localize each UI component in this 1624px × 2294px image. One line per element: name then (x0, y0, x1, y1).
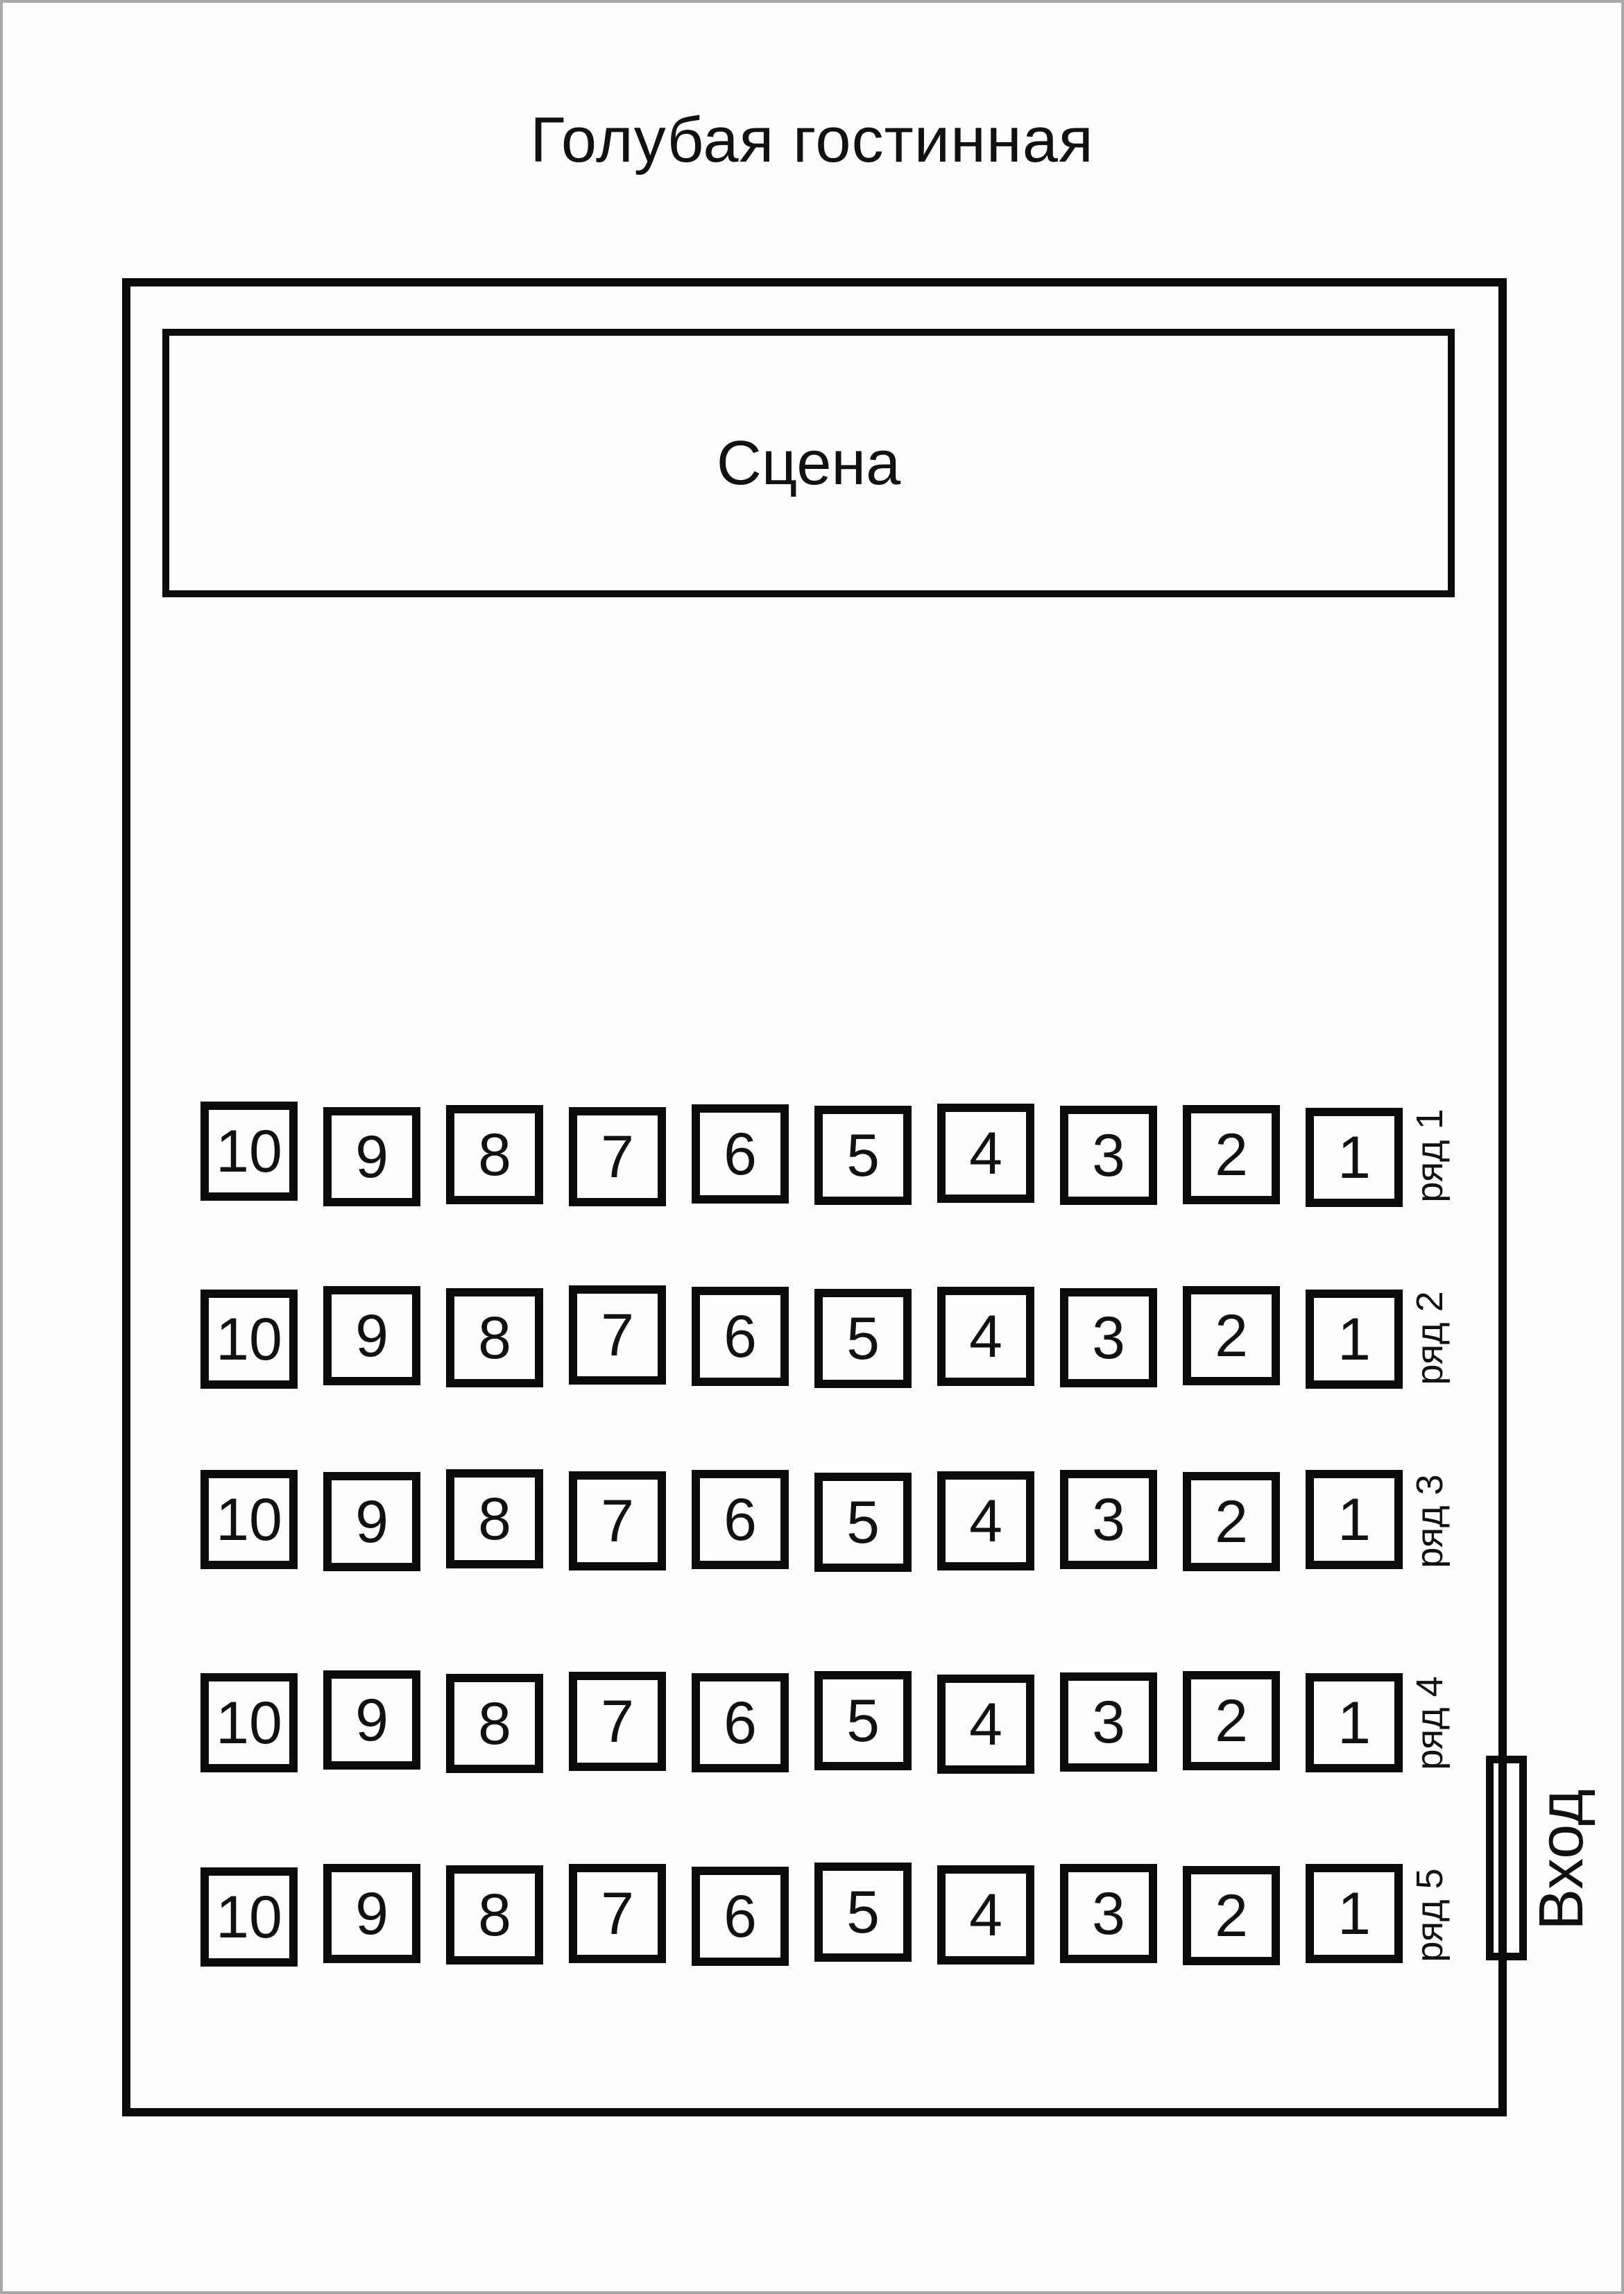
seat-row5-num10: 10 (200, 1867, 298, 1967)
seat-row4-num4: 4 (937, 1675, 1034, 1774)
seat-row-1 (200, 1106, 1519, 1205)
seat-row-5 (200, 1865, 1519, 1965)
seat-row1-num4: 4 (937, 1104, 1034, 1203)
seat-row1-num3: 3 (1060, 1106, 1157, 1205)
seat-row-3 (200, 1471, 1519, 1570)
stage-label: Сцена (716, 428, 901, 498)
seat-row4-num10: 10 (200, 1673, 298, 1772)
seat-row2-num2: 2 (1183, 1286, 1280, 1385)
seat-row5-num7: 7 (569, 1864, 666, 1963)
stage-box (162, 329, 1455, 597)
row-label-4: ряд 4 (1409, 1675, 1451, 1770)
seat-row2-num10: 10 (200, 1290, 298, 1389)
row-label-5: ряд 5 (1409, 1867, 1451, 1962)
seat-row4-num3: 3 (1060, 1672, 1157, 1772)
seat-row3-num8: 8 (446, 1469, 543, 1568)
seat-row2-num6: 6 (692, 1287, 789, 1386)
row-label-2: ряд 2 (1409, 1290, 1451, 1385)
seat-row1-num6: 6 (692, 1104, 789, 1204)
seat-row5-num8: 8 (446, 1865, 543, 1965)
seat-row4-num9: 9 (323, 1670, 420, 1770)
seat-row2-num7: 7 (569, 1285, 666, 1385)
seat-row5-num9: 9 (323, 1864, 420, 1963)
seat-row3-num10: 10 (200, 1470, 298, 1569)
seat-row1-num2: 2 (1183, 1105, 1280, 1204)
seat-row5-num3: 3 (1060, 1864, 1157, 1963)
seat-row3-num4: 4 (937, 1471, 1034, 1570)
seat-row3-num7: 7 (569, 1471, 666, 1570)
seat-row4-num5: 5 (814, 1671, 912, 1770)
seat-row4-num2: 2 (1183, 1671, 1280, 1770)
seat-row-2 (200, 1288, 1519, 1387)
seat-row4-num7: 7 (569, 1672, 666, 1771)
seat-row5-num1: 1 (1306, 1864, 1403, 1963)
seat-row3-num6: 6 (692, 1470, 789, 1569)
seat-row5-num4: 4 (937, 1865, 1034, 1965)
seat-row2-num5: 5 (814, 1289, 912, 1388)
seat-row2-num3: 3 (1060, 1288, 1157, 1387)
row-label-1: ряд 1 (1409, 1108, 1451, 1203)
page-title: Голубая гостинная (530, 105, 1094, 176)
seat-row3-num1: 1 (1306, 1470, 1403, 1569)
seat-row1-num5: 5 (814, 1106, 912, 1205)
seat-row1-num1: 1 (1306, 1108, 1403, 1207)
seat-row2-num1: 1 (1306, 1290, 1403, 1389)
seat-row2-num9: 9 (323, 1286, 420, 1385)
seat-row1-num7: 7 (569, 1107, 666, 1206)
seat-row5-num2: 2 (1183, 1866, 1280, 1965)
seat-row1-num9: 9 (323, 1107, 420, 1206)
entrance-label: Вход (1527, 1789, 1596, 1931)
seat-row1-num10: 10 (200, 1102, 298, 1201)
entrance-door (1486, 1756, 1527, 1960)
seat-row5-num6: 6 (692, 1867, 789, 1966)
seat-row2-num4: 4 (937, 1287, 1034, 1386)
seat-row4-num8: 8 (446, 1674, 543, 1773)
seat-row3-num5: 5 (814, 1473, 912, 1572)
seat-row3-num3: 3 (1060, 1470, 1157, 1569)
seat-row4-num1: 1 (1306, 1673, 1403, 1772)
seat-row-4 (200, 1673, 1519, 1772)
seat-row4-num6: 6 (692, 1673, 789, 1772)
seat-row1-num8: 8 (446, 1105, 543, 1204)
seat-row3-num9: 9 (323, 1472, 420, 1571)
row-label-3: ряд 3 (1409, 1473, 1451, 1568)
seat-row5-num5: 5 (814, 1863, 912, 1962)
seat-row3-num2: 2 (1183, 1472, 1280, 1571)
seat-row2-num8: 8 (446, 1288, 543, 1387)
